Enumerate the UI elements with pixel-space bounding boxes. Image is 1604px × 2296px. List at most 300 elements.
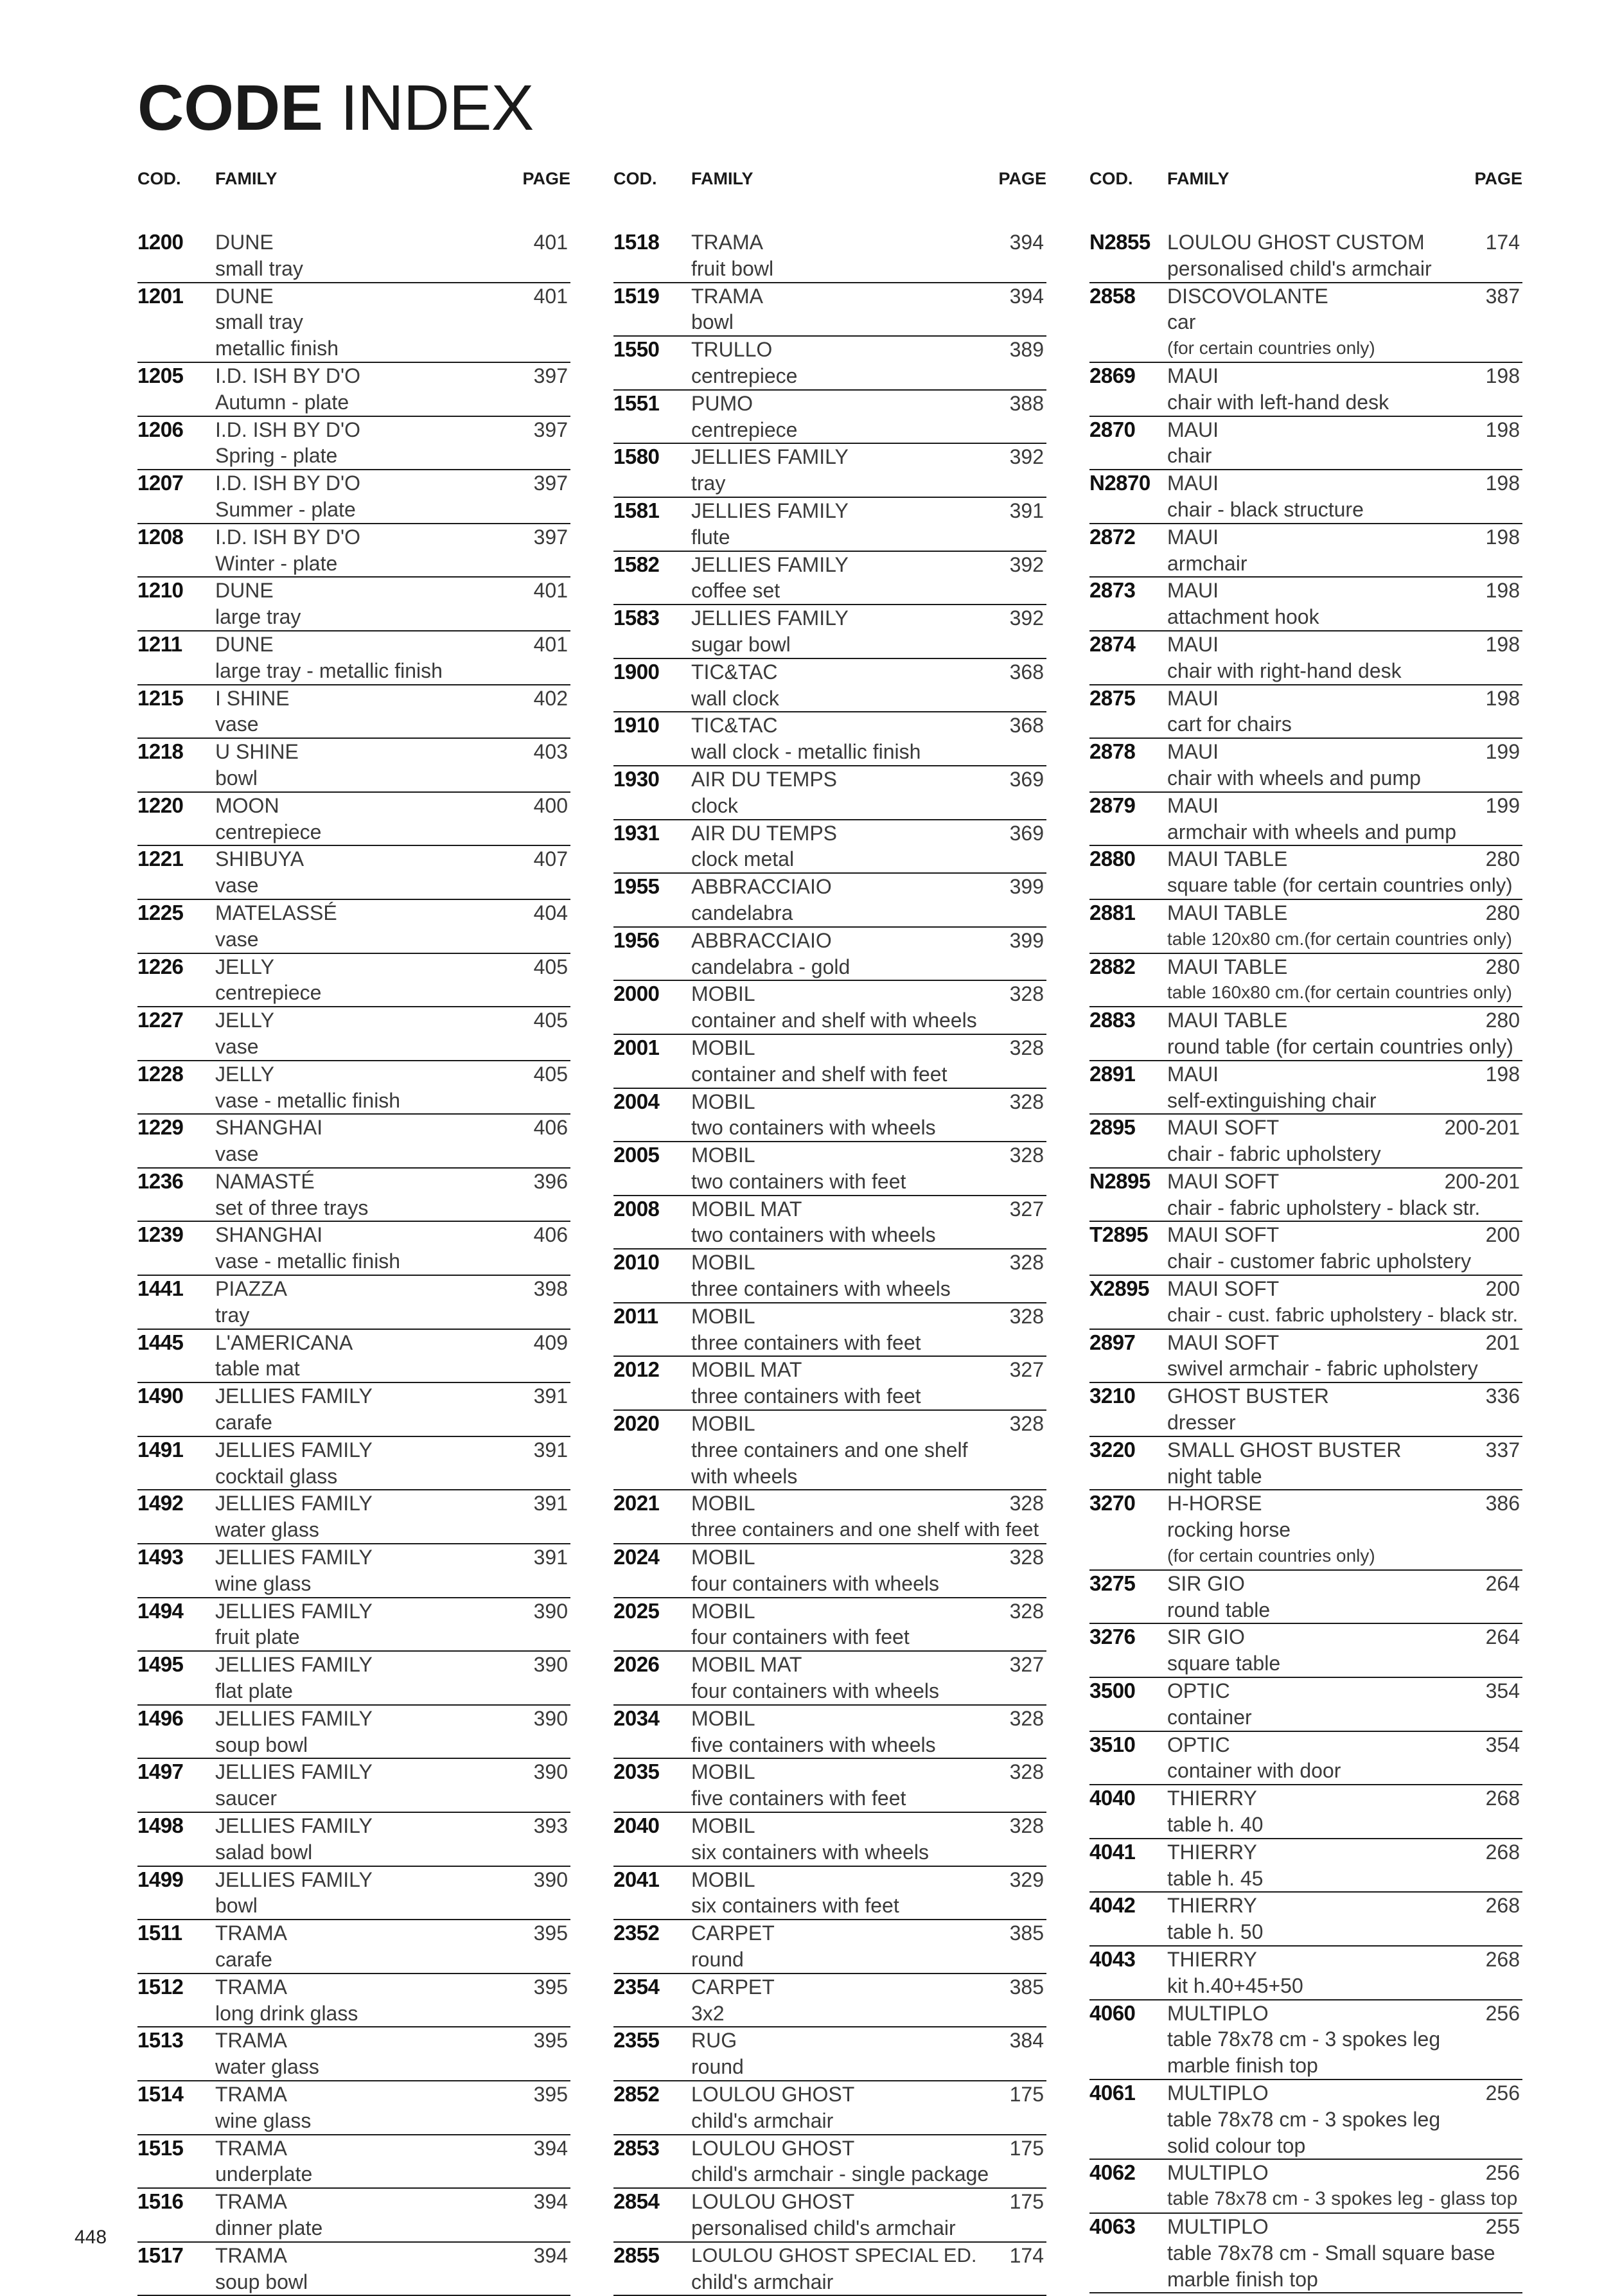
entry-description: 3x2 (691, 2001, 725, 2025)
entry-code: 2882 (1089, 954, 1136, 978)
entry-family: JELLIES FAMILY (215, 1599, 373, 1623)
entry-description: large tray (215, 605, 301, 629)
index-entry (1089, 2160, 1522, 2214)
index-entry (1089, 1624, 1522, 1678)
entry-page: 385 (1009, 1921, 1044, 1945)
entry-page: 402 (533, 686, 568, 710)
header-page: PAGE (522, 169, 570, 188)
entry-page: 390 (533, 1868, 568, 1891)
entry-page: 406 (533, 1223, 568, 1247)
index-entry (137, 1437, 570, 1491)
entry-description: six containers with wheels (691, 1840, 929, 1864)
entry-page: 328 (1009, 1251, 1044, 1275)
index-entry (1089, 846, 1522, 900)
index-entry (137, 2243, 570, 2296)
entry-code: 1221 (137, 847, 184, 871)
index-entry (613, 2081, 1046, 2135)
entry-code: 1201 (137, 283, 184, 308)
entry-family: JELLIES FAMILY (215, 1438, 373, 1461)
entry-code: 2354 (613, 1974, 660, 1999)
index-entry (137, 900, 570, 954)
entry-description: tray (215, 1303, 250, 1327)
entry-family: THIERRY (1167, 1787, 1257, 1810)
index-entry (613, 1652, 1046, 1706)
entry-description: container (1167, 1705, 1252, 1729)
index-entry (613, 283, 1046, 337)
entry-description: round (691, 1948, 744, 1971)
index-column-1 (137, 164, 570, 2296)
entry-code: 1519 (613, 283, 660, 308)
entry-page: 264 (1485, 1625, 1520, 1649)
entry-code: 1515 (137, 2135, 184, 2160)
entry-code: 4060 (1089, 2000, 1136, 2025)
entry-description: four containers with feet (691, 1625, 910, 1649)
entry-page: 401 (533, 632, 568, 656)
entry-description: vase (215, 712, 259, 736)
entry-description: small tray (215, 310, 303, 334)
entry-code: 2004 (613, 1089, 660, 1113)
entry-description: candelabra - gold (691, 955, 850, 978)
entry-description: water glass (215, 2055, 319, 2079)
entry-page: 392 (1009, 606, 1044, 630)
entry-code: 1518 (613, 230, 660, 254)
index-entry (613, 2027, 1046, 2081)
header-page: PAGE (1474, 169, 1522, 188)
entry-page: 199 (1485, 740, 1520, 764)
entry-code: 1228 (137, 1061, 184, 1086)
index-entry (613, 1089, 1046, 1143)
entry-family: ABBRACCIAIO (691, 928, 832, 952)
entry-page: 327 (1009, 1358, 1044, 1382)
entry-code: 1491 (137, 1437, 184, 1461)
entry-code: 1225 (137, 900, 184, 924)
entry-description: Spring - plate (215, 444, 338, 468)
entry-code: 1210 (137, 578, 184, 603)
entry-description: kit h.40+45+50 (1167, 1974, 1303, 1997)
entry-code: 1513 (137, 2028, 184, 2053)
entry-code: 2041 (613, 1867, 660, 1891)
entry-description: bowl (215, 1894, 258, 1918)
entry-page: 280 (1485, 901, 1520, 924)
entry-description: round table (for certain countries only) (1167, 1034, 1513, 1058)
entry-description: vase (215, 874, 259, 897)
entry-page: 328 (1009, 1492, 1044, 1515)
entry-description: chair with wheels and pump (1167, 766, 1421, 790)
entry-page: 397 (533, 418, 568, 441)
entry-description: cocktail glass (215, 1464, 338, 1488)
entry-description: set of three trays (215, 1196, 369, 1219)
entry-code: 1582 (613, 552, 660, 576)
entry-page: 268 (1485, 1840, 1520, 1864)
entry-page: 328 (1009, 1144, 1044, 1167)
index-entry (613, 712, 1046, 766)
entry-family: MOBIL (691, 1251, 755, 1275)
index-entry (613, 444, 1046, 498)
entry-code: 4040 (1089, 1786, 1136, 1810)
index-entry (1089, 2000, 1522, 2080)
entry-description: table 160x80 cm.(for certain countries only) (1167, 982, 1512, 1003)
entry-family: MOBIL (691, 1706, 755, 1730)
entry-code: 2020 (613, 1411, 660, 1436)
index-entry (613, 820, 1046, 874)
entry-description: table h. 50 (1167, 1920, 1264, 1944)
entry-page: 256 (1485, 2001, 1520, 2025)
index-entry (1089, 1222, 1522, 1276)
entry-code: 2881 (1089, 900, 1136, 924)
entry-description: large tray - metallic finish (215, 658, 443, 682)
entry-code: 1910 (613, 713, 660, 737)
entry-page: 395 (533, 1921, 568, 1945)
index-entry (613, 981, 1046, 1035)
entry-code: 2883 (1089, 1008, 1136, 1032)
entry-code: 2008 (613, 1196, 660, 1221)
entry-description: vase - metallic finish (215, 1250, 401, 1273)
entry-family: TRAMA (215, 1975, 287, 1999)
entry-code: 2879 (1089, 793, 1136, 817)
entry-page: 174 (1485, 231, 1520, 254)
entry-description: marble finish top (1167, 2267, 1318, 2291)
entry-family: MOBIL MAT (691, 1358, 802, 1382)
entry-family: MOBIL (691, 1144, 755, 1167)
entry-description: table 78x78 cm - 3 spokes leg (1167, 2027, 1441, 2051)
entry-code: 2355 (613, 2028, 660, 2053)
entry-family: THIERRY (1167, 1948, 1257, 1971)
entry-description: table h. 40 (1167, 1813, 1264, 1837)
index-entry (137, 1330, 570, 1384)
entry-code: 1498 (137, 1814, 184, 1838)
entry-description: swivel armchair - fabric upholstery (1167, 1357, 1478, 1381)
entry-page: 401 (533, 284, 568, 308)
page-title (137, 72, 534, 144)
index-entry (1089, 1678, 1522, 1732)
column-header (137, 164, 570, 190)
entry-page: 198 (1485, 1062, 1520, 1086)
entry-page: 409 (533, 1330, 568, 1354)
entry-page: 400 (533, 793, 568, 817)
entry-description: sugar bowl (691, 632, 791, 656)
entry-code: 2352 (613, 1921, 660, 1945)
column-header (613, 164, 1046, 190)
entry-description: chair with right-hand desk (1167, 658, 1402, 682)
entry-family: MAUI (1167, 418, 1219, 441)
entry-page: 396 (533, 1169, 568, 1193)
entry-code: 2895 (1089, 1115, 1136, 1140)
entry-description: flat plate (215, 1679, 293, 1703)
entry-code: 1215 (137, 685, 184, 710)
entry-page: 399 (1009, 928, 1044, 952)
entry-code: 1551 (613, 391, 660, 415)
entry-family: JELLIES FAMILY (215, 1653, 373, 1677)
entry-code: 4042 (1089, 1893, 1136, 1918)
entry-family: NAMASTÉ (215, 1169, 315, 1193)
entry-code: 1495 (137, 1652, 184, 1677)
index-entry (613, 2243, 1046, 2296)
entry-page: 401 (533, 231, 568, 254)
entry-description: cart for chairs (1167, 712, 1292, 736)
entry-code: 1516 (137, 2189, 184, 2214)
index-entry (137, 1920, 570, 1974)
entry-code: 2855 (613, 2243, 660, 2267)
entry-family: JELLIES FAMILY (215, 1546, 373, 1569)
entry-page: 388 (1009, 391, 1044, 415)
entry-page: 198 (1485, 364, 1520, 387)
entry-family: DISCOVOLANTE (1167, 284, 1328, 308)
entry-family: MAUI (1167, 793, 1219, 817)
entry-family: I.D. ISH BY D'O (215, 525, 361, 549)
entry-family: JELLY (215, 1062, 274, 1086)
entries-list (1089, 229, 1522, 2293)
index-entry (137, 1061, 570, 1115)
entry-description: clock (691, 793, 738, 817)
index-entry (137, 1222, 570, 1276)
title-bold: CODE (137, 72, 323, 144)
index-entry (1089, 1893, 1522, 1947)
index-entry (613, 1357, 1046, 1411)
index-entry (613, 1411, 1046, 1490)
index-entry (137, 1007, 570, 1061)
entry-description: metallic finish (215, 337, 339, 360)
index-entry (137, 631, 570, 685)
entry-page: 201 (1485, 1330, 1520, 1354)
entry-page: 328 (1009, 1036, 1044, 1059)
entry-page: 264 (1485, 1571, 1520, 1595)
entry-description: salad bowl (215, 1840, 313, 1864)
entry-page: 328 (1009, 982, 1044, 1006)
entry-code: 3500 (1089, 1679, 1136, 1703)
entry-code: 1229 (137, 1115, 184, 1140)
entry-page: 198 (1485, 418, 1520, 441)
index-entry (613, 498, 1046, 552)
entry-description: dinner plate (215, 2216, 323, 2239)
entry-family: MAUI SOFT (1167, 1169, 1280, 1193)
entry-family: MOBIL (691, 1546, 755, 1569)
entry-page: 255 (1485, 2214, 1520, 2238)
entry-family: I.D. ISH BY D'O (215, 472, 361, 495)
entry-code: 1517 (137, 2243, 184, 2267)
entry-family: THIERRY (1167, 1840, 1257, 1864)
entry-description: self-extinguishing chair (1167, 1088, 1377, 1112)
index-entry (137, 1813, 570, 1867)
index-entry (1089, 229, 1522, 283)
entry-page: 354 (1485, 1679, 1520, 1703)
entry-page: 369 (1009, 821, 1044, 845)
entry-page: 328 (1009, 1546, 1044, 1569)
index-entry (137, 229, 570, 283)
entry-family: LOULOU GHOST (691, 2082, 855, 2106)
entry-page: 328 (1009, 1814, 1044, 1838)
entry-description: round table (1167, 1598, 1271, 1621)
index-entry (1089, 1061, 1522, 1115)
index-entry (613, 1142, 1046, 1196)
entry-family: JELLIES FAMILY (215, 1492, 373, 1515)
entry-family: L'AMERICANA (215, 1330, 353, 1354)
entry-family: MOBIL (691, 982, 755, 1006)
entry-page: 175 (1009, 2190, 1044, 2214)
entry-code: 1494 (137, 1598, 184, 1623)
entry-page: 198 (1485, 686, 1520, 710)
index-entry (1089, 524, 1522, 578)
entry-family: MAUI TABLE (1167, 1009, 1288, 1032)
entry-code: 2852 (613, 2081, 660, 2106)
entries-list (613, 229, 1046, 2296)
entry-family: I SHINE (215, 686, 290, 710)
entry-description: clock metal (691, 847, 795, 871)
entry-family: JELLIES FAMILY (215, 1868, 373, 1891)
entry-family: LOULOU GHOST (691, 2190, 855, 2214)
entry-page: 404 (533, 901, 568, 924)
entry-code: 1490 (137, 1384, 184, 1408)
entry-family: PIAZZA (215, 1277, 288, 1301)
entry-family: SHIBUYA (215, 847, 304, 871)
entry-description: wine glass (215, 2108, 312, 2132)
entry-description: six containers with feet (691, 1894, 899, 1918)
entry-family: ABBRACCIAIO (691, 875, 832, 899)
entry-page: 199 (1485, 793, 1520, 817)
entry-family: MAUI SOFT (1167, 1116, 1280, 1140)
entry-code: T2895 (1089, 1223, 1149, 1247)
index-entry (1089, 1571, 1522, 1625)
entry-description: chair - fabric upholstery (1167, 1142, 1381, 1166)
entry-description: two containers with feet (691, 1169, 906, 1193)
entry-code: 1207 (137, 471, 184, 495)
entry-page: 395 (533, 1975, 568, 1999)
entry-code: 4063 (1089, 2214, 1136, 2238)
entry-code: 2854 (613, 2189, 660, 2214)
entry-code: 4043 (1089, 1947, 1136, 1971)
entry-page: 384 (1009, 2029, 1044, 2053)
column-header (1089, 164, 1522, 190)
entry-code: N2870 (1089, 471, 1150, 495)
entry-page: 391 (533, 1384, 568, 1408)
entry-code: 1227 (137, 1008, 184, 1032)
entry-page: 387 (1485, 284, 1520, 308)
entry-family: OPTIC (1167, 1733, 1230, 1756)
index-entry (613, 2189, 1046, 2243)
header-family: FAMILY (1167, 169, 1229, 188)
entry-code: 2005 (613, 1143, 660, 1167)
index-entry (613, 229, 1046, 283)
entry-page: 369 (1009, 767, 1044, 791)
index-entry (137, 363, 570, 417)
entry-page: 391 (533, 1546, 568, 1569)
entry-description: chair - cust. fabric upholstery - black str. (1167, 1303, 1519, 1326)
index-entry (613, 1035, 1046, 1089)
entry-page: 392 (1009, 445, 1044, 469)
entry-family: MAUI SOFT (1167, 1330, 1280, 1354)
entry-code: 4061 (1089, 2080, 1136, 2105)
entry-code: 1931 (613, 820, 660, 845)
entry-family: H-HORSE (1167, 1492, 1262, 1515)
entry-family: JELLIES FAMILY (691, 445, 849, 469)
entry-page: 368 (1009, 660, 1044, 684)
entry-description: coffee set (691, 579, 780, 603)
entry-family: DUNE (215, 579, 274, 603)
index-entry (1089, 1007, 1522, 1061)
entry-description: carafe (215, 1411, 272, 1435)
entry-code: 4062 (1089, 2160, 1136, 2185)
entry-family: TRAMA (691, 284, 763, 308)
entry-family: MOBIL (691, 1814, 755, 1838)
entry-page: 389 (1009, 338, 1044, 362)
entry-code: 2012 (613, 1357, 660, 1382)
entry-code: 1208 (137, 524, 184, 549)
entry-page: 175 (1009, 2136, 1044, 2160)
entry-code: 1200 (137, 230, 184, 254)
entry-description: (for certain countries only) (1167, 1546, 1375, 1566)
entry-page: 268 (1485, 1894, 1520, 1918)
entry-family: JELLIES FAMILY (215, 1706, 373, 1730)
entry-family: MAUI TABLE (1167, 901, 1288, 924)
entry-family: SHANGHAI (215, 1116, 323, 1140)
entry-description: saucer (215, 1787, 278, 1810)
entry-page: 398 (533, 1277, 568, 1301)
index-entry (137, 1759, 570, 1813)
entry-family: TRAMA (215, 2136, 287, 2160)
entry-description: centrepiece (691, 364, 798, 387)
entry-code: 4041 (1089, 1839, 1136, 1864)
entries-list (137, 229, 570, 2296)
index-entry (613, 1974, 1046, 2028)
entry-code: 3510 (1089, 1732, 1136, 1756)
entry-family: AIR DU TEMPS (691, 821, 837, 845)
entry-family: TRAMA (215, 1921, 287, 1945)
index-entry (1089, 954, 1522, 1008)
entry-family: SHANGHAI (215, 1223, 323, 1247)
index-entry (1089, 1785, 1522, 1839)
entry-code: 2035 (613, 1760, 660, 1784)
entry-description: table 78x78 cm - 3 spokes leg (1167, 2107, 1441, 2131)
entry-family: I.D. ISH BY D'O (215, 364, 361, 387)
entry-description: personalised child's armchair (691, 2216, 956, 2239)
entry-page: 198 (1485, 579, 1520, 603)
entry-code: 2872 (1089, 524, 1136, 549)
entry-code: 2869 (1089, 363, 1136, 387)
entry-page: 256 (1485, 2081, 1520, 2105)
entry-description: three containers and one shelf (691, 1438, 968, 1461)
index-entry (137, 1652, 570, 1706)
entry-code: 1226 (137, 954, 184, 978)
entry-code: 3275 (1089, 1571, 1136, 1595)
entry-family: LOULOU GHOST CUSTOM (1167, 231, 1425, 254)
entry-page: 280 (1485, 955, 1520, 978)
entry-description: wall clock (691, 686, 779, 710)
entry-description: carafe (215, 1948, 272, 1971)
entry-description: water glass (215, 1518, 319, 1542)
entry-code: 2034 (613, 1706, 660, 1730)
entry-family: TRAMA (215, 2190, 287, 2214)
index-entry (613, 1250, 1046, 1303)
index-entry (1089, 1169, 1522, 1223)
entry-page: 385 (1009, 1975, 1044, 1999)
entry-family: TIC&TAC (691, 660, 778, 684)
entry-page: 280 (1485, 1009, 1520, 1032)
entry-code: 2875 (1089, 685, 1136, 710)
index-entry (1089, 739, 1522, 793)
index-entry (613, 1867, 1046, 1921)
entry-code: 2040 (613, 1814, 660, 1838)
index-column-3 (1089, 164, 1522, 2293)
entry-page: 405 (533, 955, 568, 978)
entry-code: 1580 (613, 445, 660, 469)
entry-description: flute (691, 525, 730, 549)
index-entry (613, 552, 1046, 606)
entry-code: 1236 (137, 1169, 184, 1193)
entry-family: JELLY (215, 955, 274, 978)
entry-code: 1206 (137, 417, 184, 441)
entry-page: 390 (533, 1653, 568, 1677)
title-light: INDEX (340, 72, 534, 144)
index-entry (1089, 900, 1522, 954)
